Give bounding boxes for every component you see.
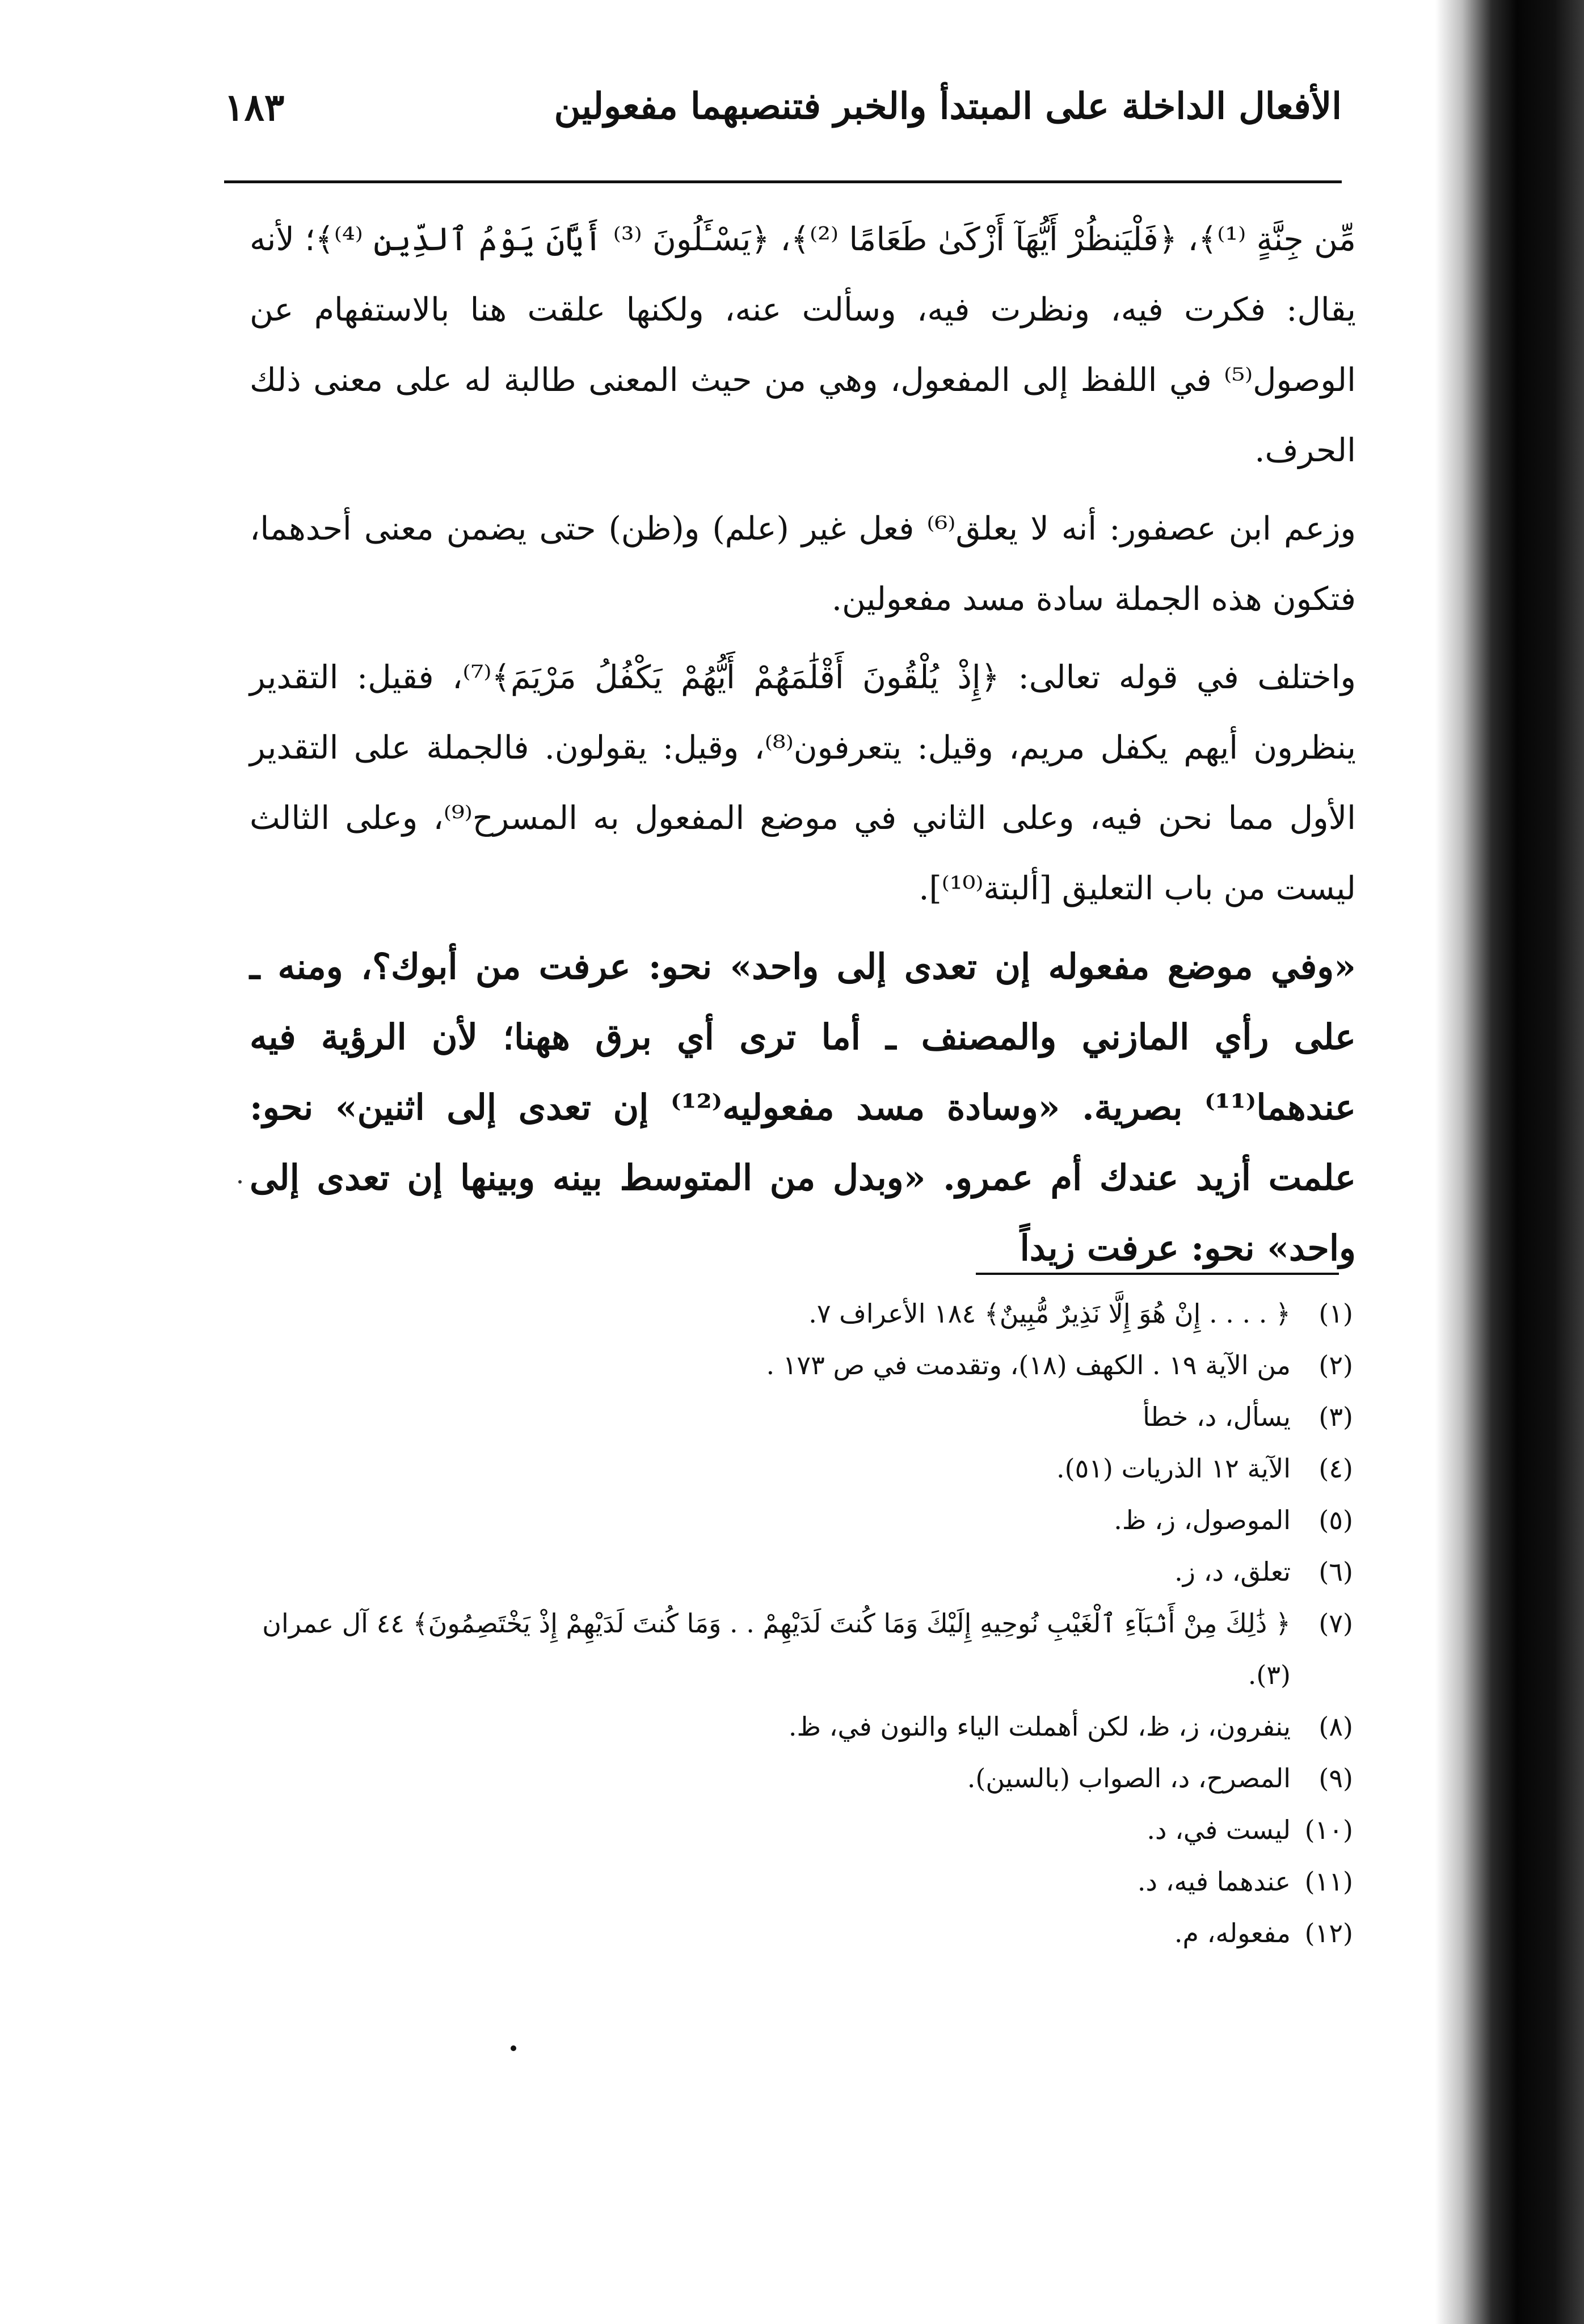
footnote-number: (٤) xyxy=(1318,1453,1353,1484)
footnotes xyxy=(244,1288,1353,1959)
footnote-text: ﴿ . . . . إِنْ هُوَ إِلَّا نَذِيرٌ مُّبِينٌ﴾ ١٨٤ الأعراف ٧. xyxy=(808,1298,1291,1329)
header-title: الأفعال الداخلة على المبتدأ والخبر فتنصبهما مفعولين xyxy=(554,85,1342,128)
footnote-number: (٢) xyxy=(1318,1350,1353,1380)
footnote xyxy=(244,1598,1353,1701)
footnote-text: الموصول، ز، ظ. xyxy=(1114,1505,1291,1535)
main-text xyxy=(250,204,1356,1291)
footnote-text: يسأل، د، خطأ xyxy=(1143,1401,1291,1432)
paragraph: وزعم ابن عصفور: أنه لا يعلق⁽⁶⁾ فعل غير (علم) و(ظن) حتى يضمن معنى أحدهما، فتكون هذه الجملة سادة مسد مفعولين. xyxy=(250,510,1356,618)
footnote-separator xyxy=(976,1273,1339,1275)
footnote-text: ينفرون، ز، ظ، لكن أهملت الياء والنون في، ظ. xyxy=(788,1711,1291,1742)
footnote-text: المصرح، د، الصواب (بالسين). xyxy=(967,1763,1291,1793)
footnote xyxy=(244,1443,1353,1494)
header-rule xyxy=(224,180,1342,183)
paragraph: مِّن جِنَّةٍ ⁽¹⁾﴾، ﴿فَلْيَنظُرْ أَيُّهَآ أَزْكَىٰ طَعَامًا ⁽²⁾﴾، ﴿يَسْـَٔلُونَ ⁽³⁾ أَيَّانَ يَوْمُ ٱلدِّينِ ⁽⁴⁾﴾؛ لأنه يقال: فكرت فيه، ونظرت فيه، وسألت عنه، ولكنها علقت هنا بالاستفهام عن الوصول⁽⁵⁾ في اللفظ إلى المفعول، وهي من حيث المعنى طالبة له على معنى ذلك الحرف. xyxy=(250,221,1356,469)
footnote-number: (٧) xyxy=(1318,1608,1353,1639)
footnote-text: ليست في، د. xyxy=(1147,1814,1291,1845)
footnote-number: (٥) xyxy=(1318,1505,1353,1535)
footnote-text: ﴿ ذَٰلِكَ مِنْ أَنۢبَآءِ ٱلْغَيْبِ نُوحِيهِ إِلَيْكَ وَمَا كُنتَ لَدَيْهِمْ . . وَمَا كُنتَ لَدَيْهِمْ إِذْ يَخْتَصِمُونَ﴾ ٤٤ آل عمران (٣). xyxy=(262,1608,1291,1690)
footnote-number: (١٠) xyxy=(1304,1814,1353,1845)
footnote xyxy=(244,1340,1353,1391)
footnote-number: (١٢) xyxy=(1304,1918,1353,1948)
footnote-number: (٦) xyxy=(1318,1556,1353,1587)
footnote-text: تعلق، د، ز. xyxy=(1174,1556,1291,1587)
footnote-text: مفعوله، م. xyxy=(1174,1918,1291,1948)
footnote-number: (٣) xyxy=(1318,1401,1353,1432)
footnote-number: (٩) xyxy=(1318,1763,1353,1793)
scan-speck xyxy=(511,2045,516,2051)
footnote-number: (٨) xyxy=(1318,1711,1353,1742)
footnote xyxy=(244,1494,1353,1546)
footnote xyxy=(244,1288,1353,1340)
footnote-number: (١١) xyxy=(1304,1866,1353,1897)
footnote-text: الآية ١٢ الذريات (٥١). xyxy=(1056,1453,1291,1484)
footnote xyxy=(244,1701,1353,1753)
footnote xyxy=(244,1856,1353,1908)
footnote xyxy=(244,1546,1353,1598)
footnote xyxy=(244,1804,1353,1856)
footnote xyxy=(244,1908,1353,1959)
page-number: ١٨٣ xyxy=(224,85,285,129)
running-header xyxy=(224,68,1342,153)
footnote xyxy=(244,1753,1353,1804)
footnote-text: من الآية ١٩ . الكهف (١٨)، وتقدمت في ص ١٧٣ . xyxy=(766,1350,1291,1380)
paragraph: واختلف في قوله تعالى: ﴿إِذْ يُلْقُونَ أَقْلَٰمَهُمْ أَيُّهُمْ يَكْفُلُ مَرْيَمَ﴾⁽⁷⁾، فقيل: التقدير ينظرون أيهم يكفل مريم، وقيل: يتعرفون⁽⁸⁾، وقيل: يقولون. فالجملة على التقدير الأول مما نحن فيه، وعلى الثاني في موضع المفعول به المسرح⁽⁹⁾، وعلى الثالث ليست من باب التعليق [ألبتة⁽¹⁰⁾]. xyxy=(250,659,1356,907)
footnote-number: (١) xyxy=(1318,1298,1353,1329)
footnote-text: عندهما فيه، د. xyxy=(1137,1866,1291,1897)
footnote xyxy=(244,1391,1353,1443)
scan-speck xyxy=(238,1180,242,1184)
paragraph-bold: «وفي موضع مفعوله إن تعدى إلى واحد» نحو: عرفت من أبوك؟، ومنه ـ على رأي المازني والمصنف ـ أما ترى أي برق ههنا؛ لأن الرؤية فيه عندهما⁽¹¹⁾ بصرية. «وسادة مسد مفعوليه⁽¹²⁾ إن تعدى إلى اثنين» نحو: علمت أزيد عندك أم عمرو. «وبدل من المتوسط بينه وبينها إن تعدى إلى واحد» نحو: عرفت زيداً xyxy=(250,946,1356,1269)
page-binding-edge xyxy=(1435,0,1584,2324)
